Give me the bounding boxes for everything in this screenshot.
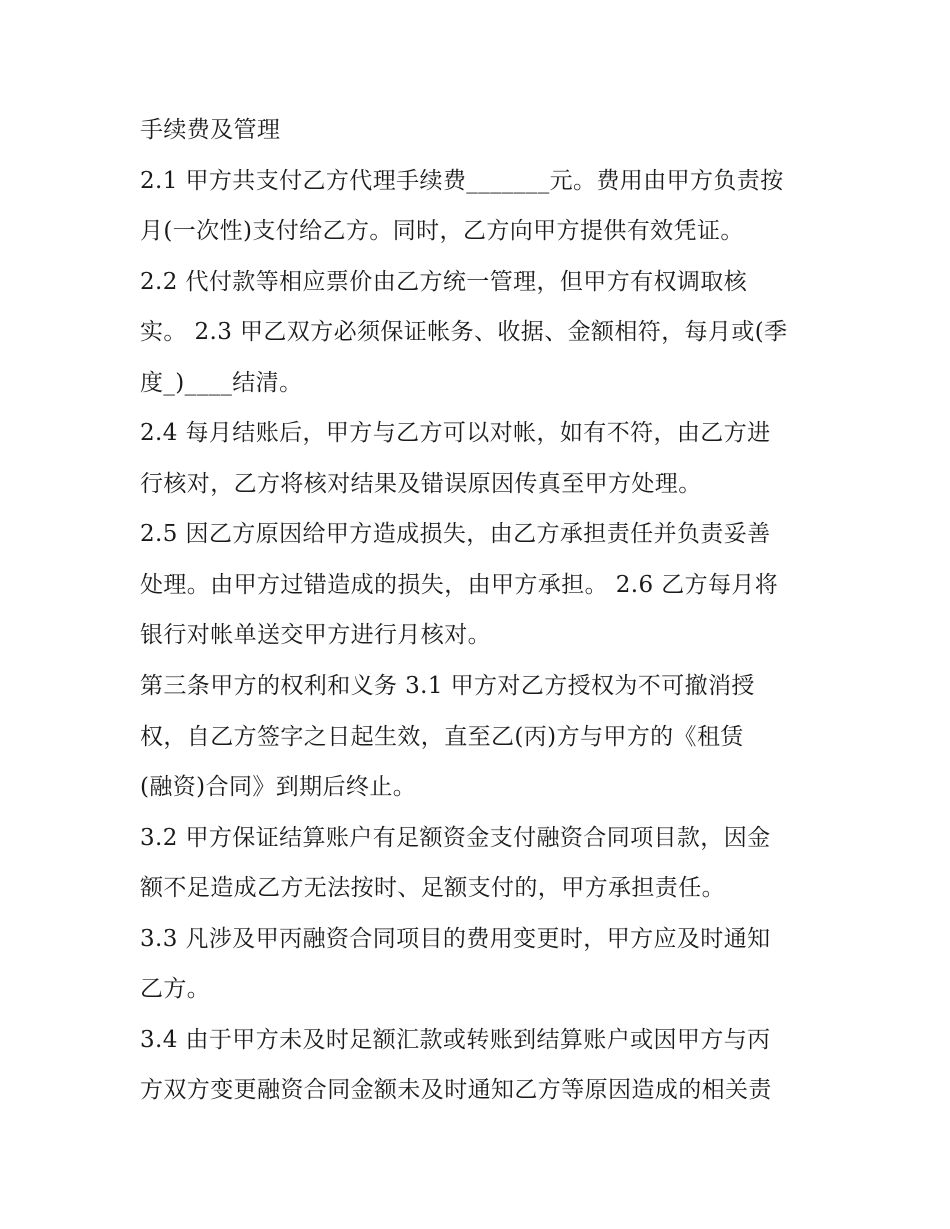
text-line-2-6-cont: 银行对帐单送交甲方进行月核对。 [140,622,491,648]
text-line-article-3: 第三条甲方的权利和义务 3.1 甲方对乙方授权为不可撤消授 [140,673,755,699]
text-line-3-2-cont: 额不足造成乙方无法按时、足额支付的，甲方承担责任。 [140,875,725,901]
text-line-3-3: 3.3 凡涉及甲丙融资合同项目的费用变更时，甲方应及时通知 [140,926,771,952]
text-line-2-4-cont: 行核对，乙方将核对结果及错误原因传真至甲方处理。 [140,471,702,497]
text-line-2-6: 处理。由甲方过错造成的损失，由甲方承担。 2.6 乙方每月将 [140,572,779,598]
text-line-3-3-cont: 乙方。 [140,976,211,1002]
text-line-3-1-end: (融资)合同》到期后终止。 [140,774,417,800]
text-line-2-1-cont: 月(一次性)支付给乙方。同时，乙方向甲方提供有效凭证。 [140,218,744,244]
text-line-2-3-cont: 度_)____结清。 [140,370,303,396]
text-line-3-1-cont: 权，自乙方签字之日起生效，直至乙(丙)方与甲方的《租赁 [140,724,744,750]
text-line-2-5: 2.5 因乙方原因给甲方造成损失，由乙方承担责任并负责妥善 [140,521,771,547]
text-line-2-2: 2.2 代付款等相应票价由乙方统一管理，但甲方有权调取核 [140,269,748,295]
section-heading: 手续费及管理 [140,117,281,143]
text-line-3-4: 3.4 由于甲方未及时足额汇款或转账到结算账户或因甲方与丙 [140,1027,771,1053]
text-line-3-2: 3.2 甲方保证结算账户有足额资金支付融资合同项目款，因金 [140,825,771,851]
text-line-3-4-cont: 方双方变更融资合同金额未及时通知乙方等原因造成的相关责 [140,1077,772,1103]
text-line-2-4: 2.4 每月结账后，甲方与乙方可以对帐，如有不符，由乙方进 [140,420,771,446]
text-line-2-1: 2.1 甲方共支付乙方代理手续费_______元。费用由甲方负责按 [140,168,784,194]
text-line-2-3: 实。 2.3 甲乙双方必须保证帐务、收据、金额相符，每月或(季 [140,319,788,345]
